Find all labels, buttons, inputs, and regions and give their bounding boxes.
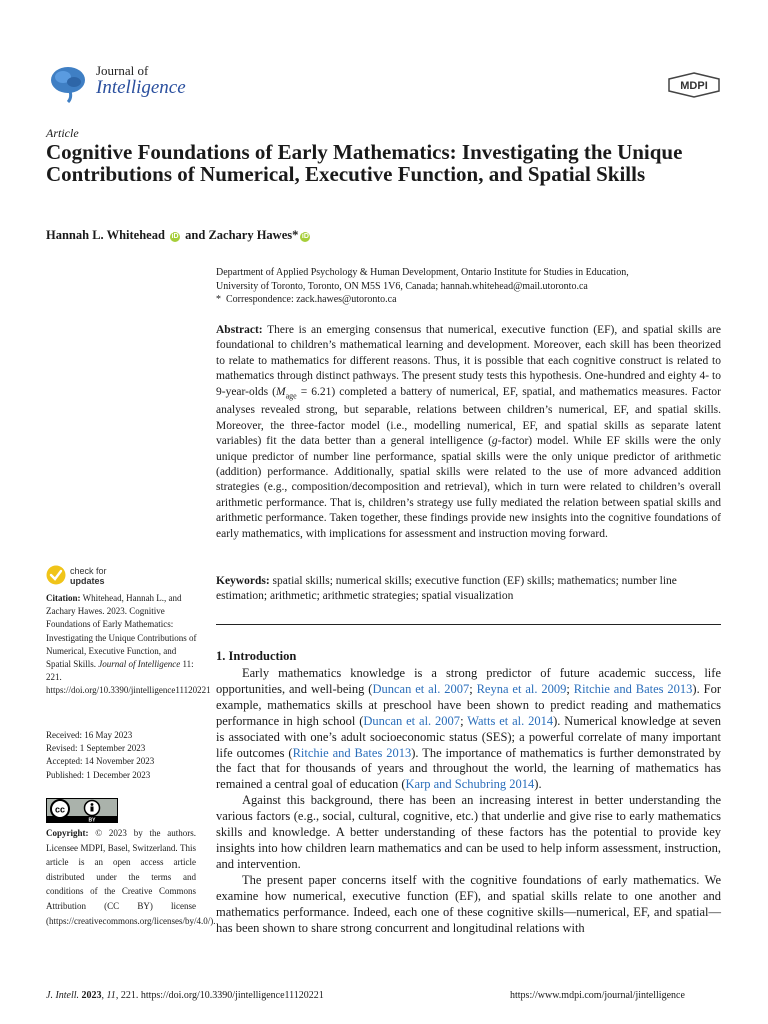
- abstract-text-1: There is an emerging consensus that numerical, executive function (EF), and spatial skills are foundational to children’s mathematical learning and development. Moreover, each skill has been theorized to relate to mathematics for different reasons. Thus, it is possible that each cognitive construct is related to mathematics through distinct pathways. The present study tests this hypothesis. One-hundred and eighty 4- to 9-year-olds (: [216, 324, 721, 398]
- introduction-body: [216, 666, 721, 936]
- author-2[interactable]: Zachary Hawes: [208, 228, 293, 242]
- intro-paragraph-3: The present paper concerns itself with the cognitive foundations of early mathematics. We examine how numerical, executive function (EF), and spatial skills relate to one another and mathematics performance. Indeed, each one of these cognitive skills—numerical, EF, and spatial—has been shown to share strong concurrent and longitudinal relations with: [216, 872, 721, 935]
- intro-paragraph-2: Against this background, there has been an increasing interest in better understanding the various factors (e.g., social, cultural, cognitive, etc.) that underlie and give rise to early mathematics skills and knowledge. A better understanding of these factors has the potential to provide key insights into how children learn mathematics and can be used to help inform assessment, instruction, and intervention.: [216, 793, 721, 871]
- brain-icon: [46, 60, 90, 104]
- affiliation-line-2: University of Toronto, Toronto, ON M5S 1V6, Canada; hannah.whitehead@mail.utoronto.ca: [216, 280, 588, 292]
- journal-name: [96, 64, 186, 98]
- publication-dates: [46, 729, 201, 782]
- journal-prefix: Journal of: [96, 63, 149, 78]
- affiliation-line-1: Department of Applied Psychology & Human Development, Ontario Institute for Studies in Education,: [216, 267, 629, 278]
- check-line-2: updates: [70, 576, 105, 586]
- check-updates-icon: [46, 565, 66, 585]
- cc-symbol-text: cc: [54, 804, 66, 815]
- article-title: Cognitive Foundations of Early Mathematics: Investigating the Unique Contributions of Numerical, Executive Function, and Spatial Skills: [46, 140, 683, 186]
- citation: [46, 592, 211, 698]
- ref-duncan-2007[interactable]: Duncan et al. 2007: [372, 681, 470, 696]
- ref-separator: ;: [566, 681, 574, 696]
- citation-volume[interactable]: 11: 221. https://doi.org/10.3390/jintelligence11120221: [46, 659, 211, 696]
- article-type: Article: [46, 126, 79, 140]
- check-for-updates-button[interactable]: [46, 565, 126, 587]
- accepted-date: Accepted: 14 November 2023: [46, 756, 155, 767]
- ref-ritchie-2013[interactable]: Ritchie and Bates 2013: [292, 745, 412, 760]
- abstract-label: Abstract:: [216, 324, 263, 336]
- section-divider: [216, 624, 721, 625]
- ref-ritchie-2013[interactable]: Ritchie and Bates 2013: [573, 681, 693, 696]
- citation-text: Whitehead, Hannah L., and Zachary Hawes. 2023. Cognitive Foundations of Early Mathematics: Investigating the Unique Contributions of Numerical, Executive Function, and Spatial Skills.: [46, 593, 197, 670]
- mdpi-logo-icon: [668, 72, 720, 98]
- intro-text: ). Numerical knowledge at seven is associated with one’s adult socioeconomic status (SES); a powerful correlate of many important life outcomes (: [216, 713, 722, 760]
- ref-karp-2014[interactable]: Karp and Schubring 2014: [405, 777, 535, 792]
- footer-url[interactable]: https://www.mdpi.com/journal/jintelligence: [510, 990, 685, 1001]
- correspondence-mark: *: [216, 294, 221, 305]
- intro-text: ).: [534, 777, 542, 792]
- g-symbol: g: [491, 435, 498, 448]
- copyright: [46, 826, 216, 928]
- ref-watts-2014[interactable]: Watts et al. 2014: [467, 713, 554, 728]
- abstract-text-2: = 6.21) completed a battery of numerical, EF, spatial, and mathematics measures. Factor analyses revealed strong, but separable, relations between children’s numerical, EF, and spatial skills. Moreover, the three-factor model (i.e., modelling numerical, EF, and spatial skills as separate latent variables) fit the data better than a general intelligence (: [216, 385, 722, 448]
- copyright-label: Copyright:: [46, 828, 89, 838]
- intro-paragraph-1: [216, 666, 721, 793]
- cc-by-license-icon[interactable]: [46, 798, 118, 823]
- keywords-text: spatial skills; numerical skills; executive function (EF) skills; mathematics; number line estimation; arithmetic; arithmetic strategies; spatial visualization: [216, 575, 677, 603]
- section-heading: 1. Introduction: [216, 649, 297, 663]
- footer-doi[interactable]: 221. https://doi.org/10.3390/jintelligence11120221: [120, 990, 324, 1001]
- ref-separator: ;: [460, 713, 468, 728]
- citation-label: Citation:: [46, 593, 81, 603]
- published-date: Published: 1 December 2023: [46, 769, 151, 780]
- m-symbol: M: [276, 385, 286, 398]
- orcid-icon[interactable]: iD: [171, 233, 179, 240]
- ref-separator: ;: [469, 681, 477, 696]
- footer-volume: 11: [106, 990, 116, 1001]
- citation-journal: Journal of Intelligence: [98, 659, 181, 670]
- corresponding-mark: *: [292, 228, 299, 242]
- correspondence-text: Correspondence: zack.hawes@utoronto.ca: [226, 294, 397, 305]
- m-subscript: age: [285, 390, 297, 400]
- footer-citation: J. Intell. 2023, 11, 221. https://doi.org/10.3390/jintelligence11120221: [46, 990, 324, 1001]
- abstract: [216, 323, 721, 542]
- author-1[interactable]: Hannah L. Whitehead: [46, 228, 165, 242]
- correspondence: [216, 293, 726, 307]
- cc-by-text: BY: [88, 817, 96, 823]
- ref-duncan-2007[interactable]: Duncan et al. 2007: [363, 713, 461, 728]
- abstract-text-3: -factor) model. While EF skills were the only unique predictor of number line performance, spatial skills were the only unique predictor of arithmetic (addition) performance. Additionally, spatial skills were related to the use of more advanced addition strategies (e.g., composition/decomposition and retrieval), which in turn were related to children’s overall arithmetic performance. That is, children’s strategy use fully mediated the relation between spatial skills and arithmetic performance. Taken together, these findings provide new insights into the cognitive foundations of early mathematics, with implications for assessment and instruction moving forward.: [216, 435, 721, 540]
- keywords-label: Keywords:: [216, 575, 270, 587]
- ref-reyna-2009[interactable]: Reyna et al. 2009: [476, 681, 567, 696]
- intro-text: ). For example, mathematics skills at preschool have been shown to predict reading and mathematics performance in high school (: [216, 681, 721, 728]
- footer-year: 2023: [81, 990, 102, 1001]
- author-list: [46, 228, 312, 243]
- journal-title: Intelligence: [96, 76, 186, 98]
- keywords: [216, 574, 721, 605]
- author-join: and: [185, 228, 206, 242]
- copyright-text: © 2023 by the authors. Licensee MDPI, Basel, Switzerland. This article is an open access article distributed under the terms and conditions of the Creative Commons Attribution (CC BY) license (https://creativecommons.org/licenses/by/4.0/).: [46, 828, 216, 926]
- orcid-icon[interactable]: iD: [301, 233, 309, 240]
- intro-text: ). The importance of mathematics is further demonstrated by the fact that for thousands of years and throughout the world, the learning of mathematics has remained a central goal of education (: [216, 745, 721, 792]
- revised-date: Revised: 1 September 2023: [46, 743, 146, 754]
- affiliation: [216, 266, 726, 307]
- check-line-1: check for: [70, 566, 107, 576]
- check-updates-text: [70, 566, 107, 586]
- received-date: Received: 16 May 2023: [46, 730, 133, 740]
- mdpi-logo-text: MDPI: [680, 80, 708, 92]
- intro-text: Early mathematics knowledge is a strong predictor of future academic success, life opportunities, and well-being (: [216, 666, 721, 696]
- footer-journal: J. Intell.: [46, 990, 80, 1001]
